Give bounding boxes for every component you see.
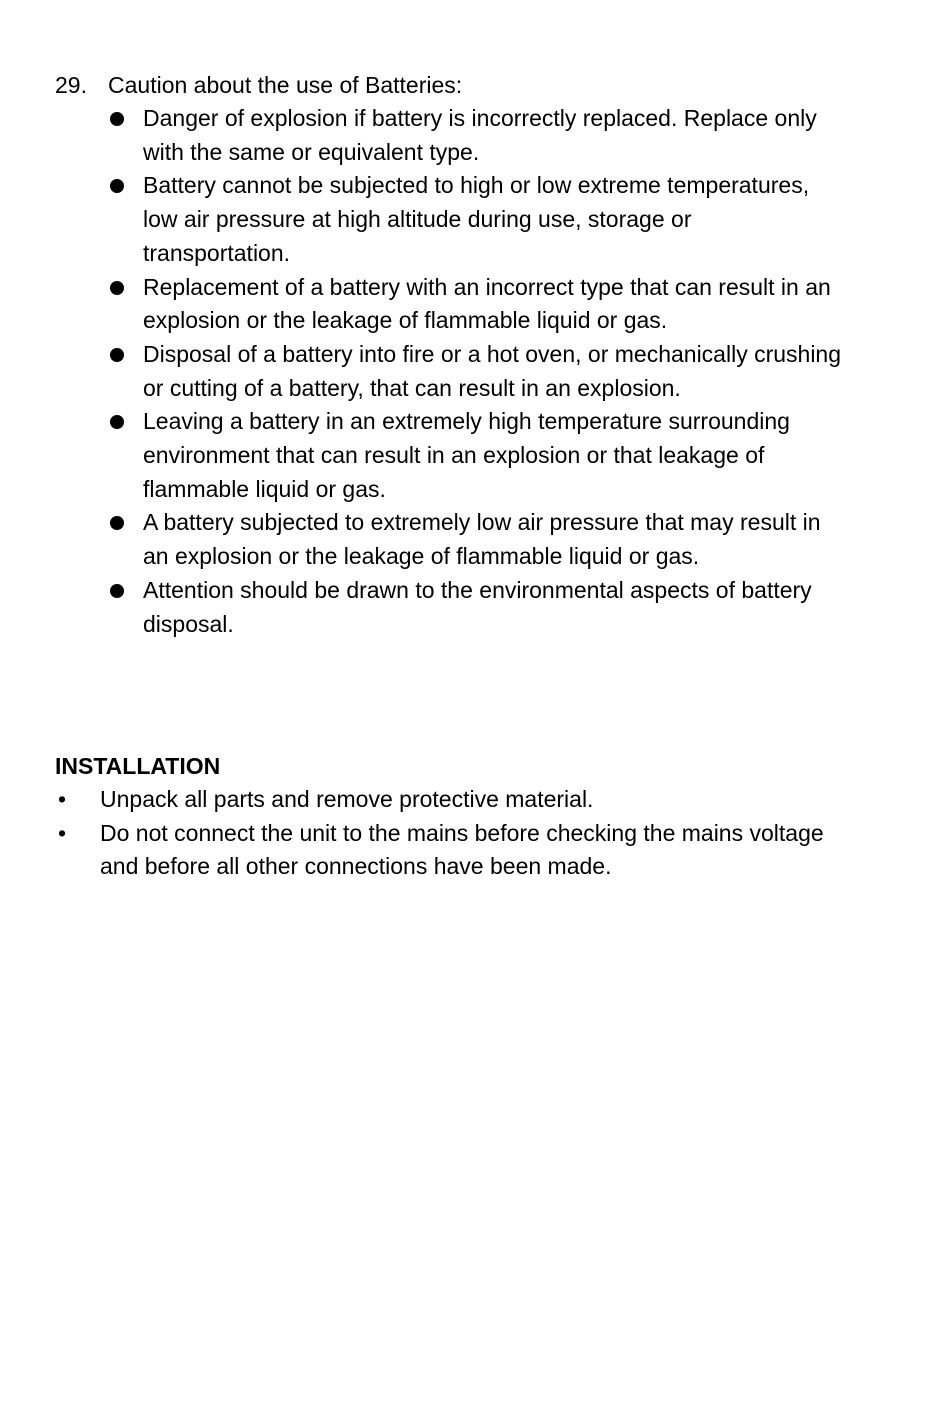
list-item-text: Danger of explosion if battery is incorrectly replaced. Replace only with the same or equivalent type. [143, 105, 817, 165]
bullet-dot-icon [110, 415, 124, 429]
list-item-text: Do not connect the unit to the mains before checking the mains voltage and before all other connections have been made. [100, 819, 824, 880]
list-item [55, 102, 843, 169]
bullet-dot-icon [110, 112, 124, 126]
list-item [55, 338, 843, 405]
bullet-icon: • [58, 786, 67, 812]
list-item-text: Replacement of a battery with an incorrect type that can result in an explosion or the leakage of flammable liquid or gas. [143, 273, 831, 334]
list-item-text: Unpack all parts and remove protective material. [100, 786, 594, 812]
list-item-text: Leaving a battery in an extremely high temperature surrounding environment that can result in an explosion or that leakage of flammable liquid or gas. [143, 408, 790, 502]
list-item [55, 169, 843, 270]
bullet-dot-icon [110, 348, 124, 362]
list-item [55, 506, 843, 573]
list-item-text: Battery cannot be subjected to high or low extreme temperatures, low air pressure at high altitude during use, storage or transportation. [143, 172, 810, 266]
battery-caution-heading [55, 68, 855, 102]
bullet-dot-icon [110, 179, 124, 193]
bullet-dot-icon [110, 516, 124, 530]
list-item [55, 817, 830, 884]
item-title: Caution about the use of Batteries: [108, 72, 463, 98]
item-number: 29. [55, 72, 87, 98]
list-item [55, 783, 830, 817]
list-item-text: A battery subjected to extremely low air pressure that may result in an explosion or the leakage of flammable liquid or gas. [143, 509, 821, 570]
battery-caution-list [55, 102, 855, 641]
list-item-text: Attention should be drawn to the environmental aspects of battery disposal. [143, 576, 812, 637]
list-item-text: Disposal of a battery into fire or a hot oven, or mechanically crushing or cutting of a battery, that can result in an explosion. [143, 340, 842, 401]
list-item [55, 574, 843, 641]
bullet-dot-icon [110, 584, 124, 598]
battery-caution-item [55, 68, 855, 641]
list-item [55, 271, 843, 338]
installation-list [55, 783, 855, 884]
list-item [55, 405, 843, 506]
bullet-icon: • [58, 819, 67, 846]
bullet-dot-icon [110, 281, 124, 295]
installation-heading: INSTALLATION [55, 753, 221, 779]
